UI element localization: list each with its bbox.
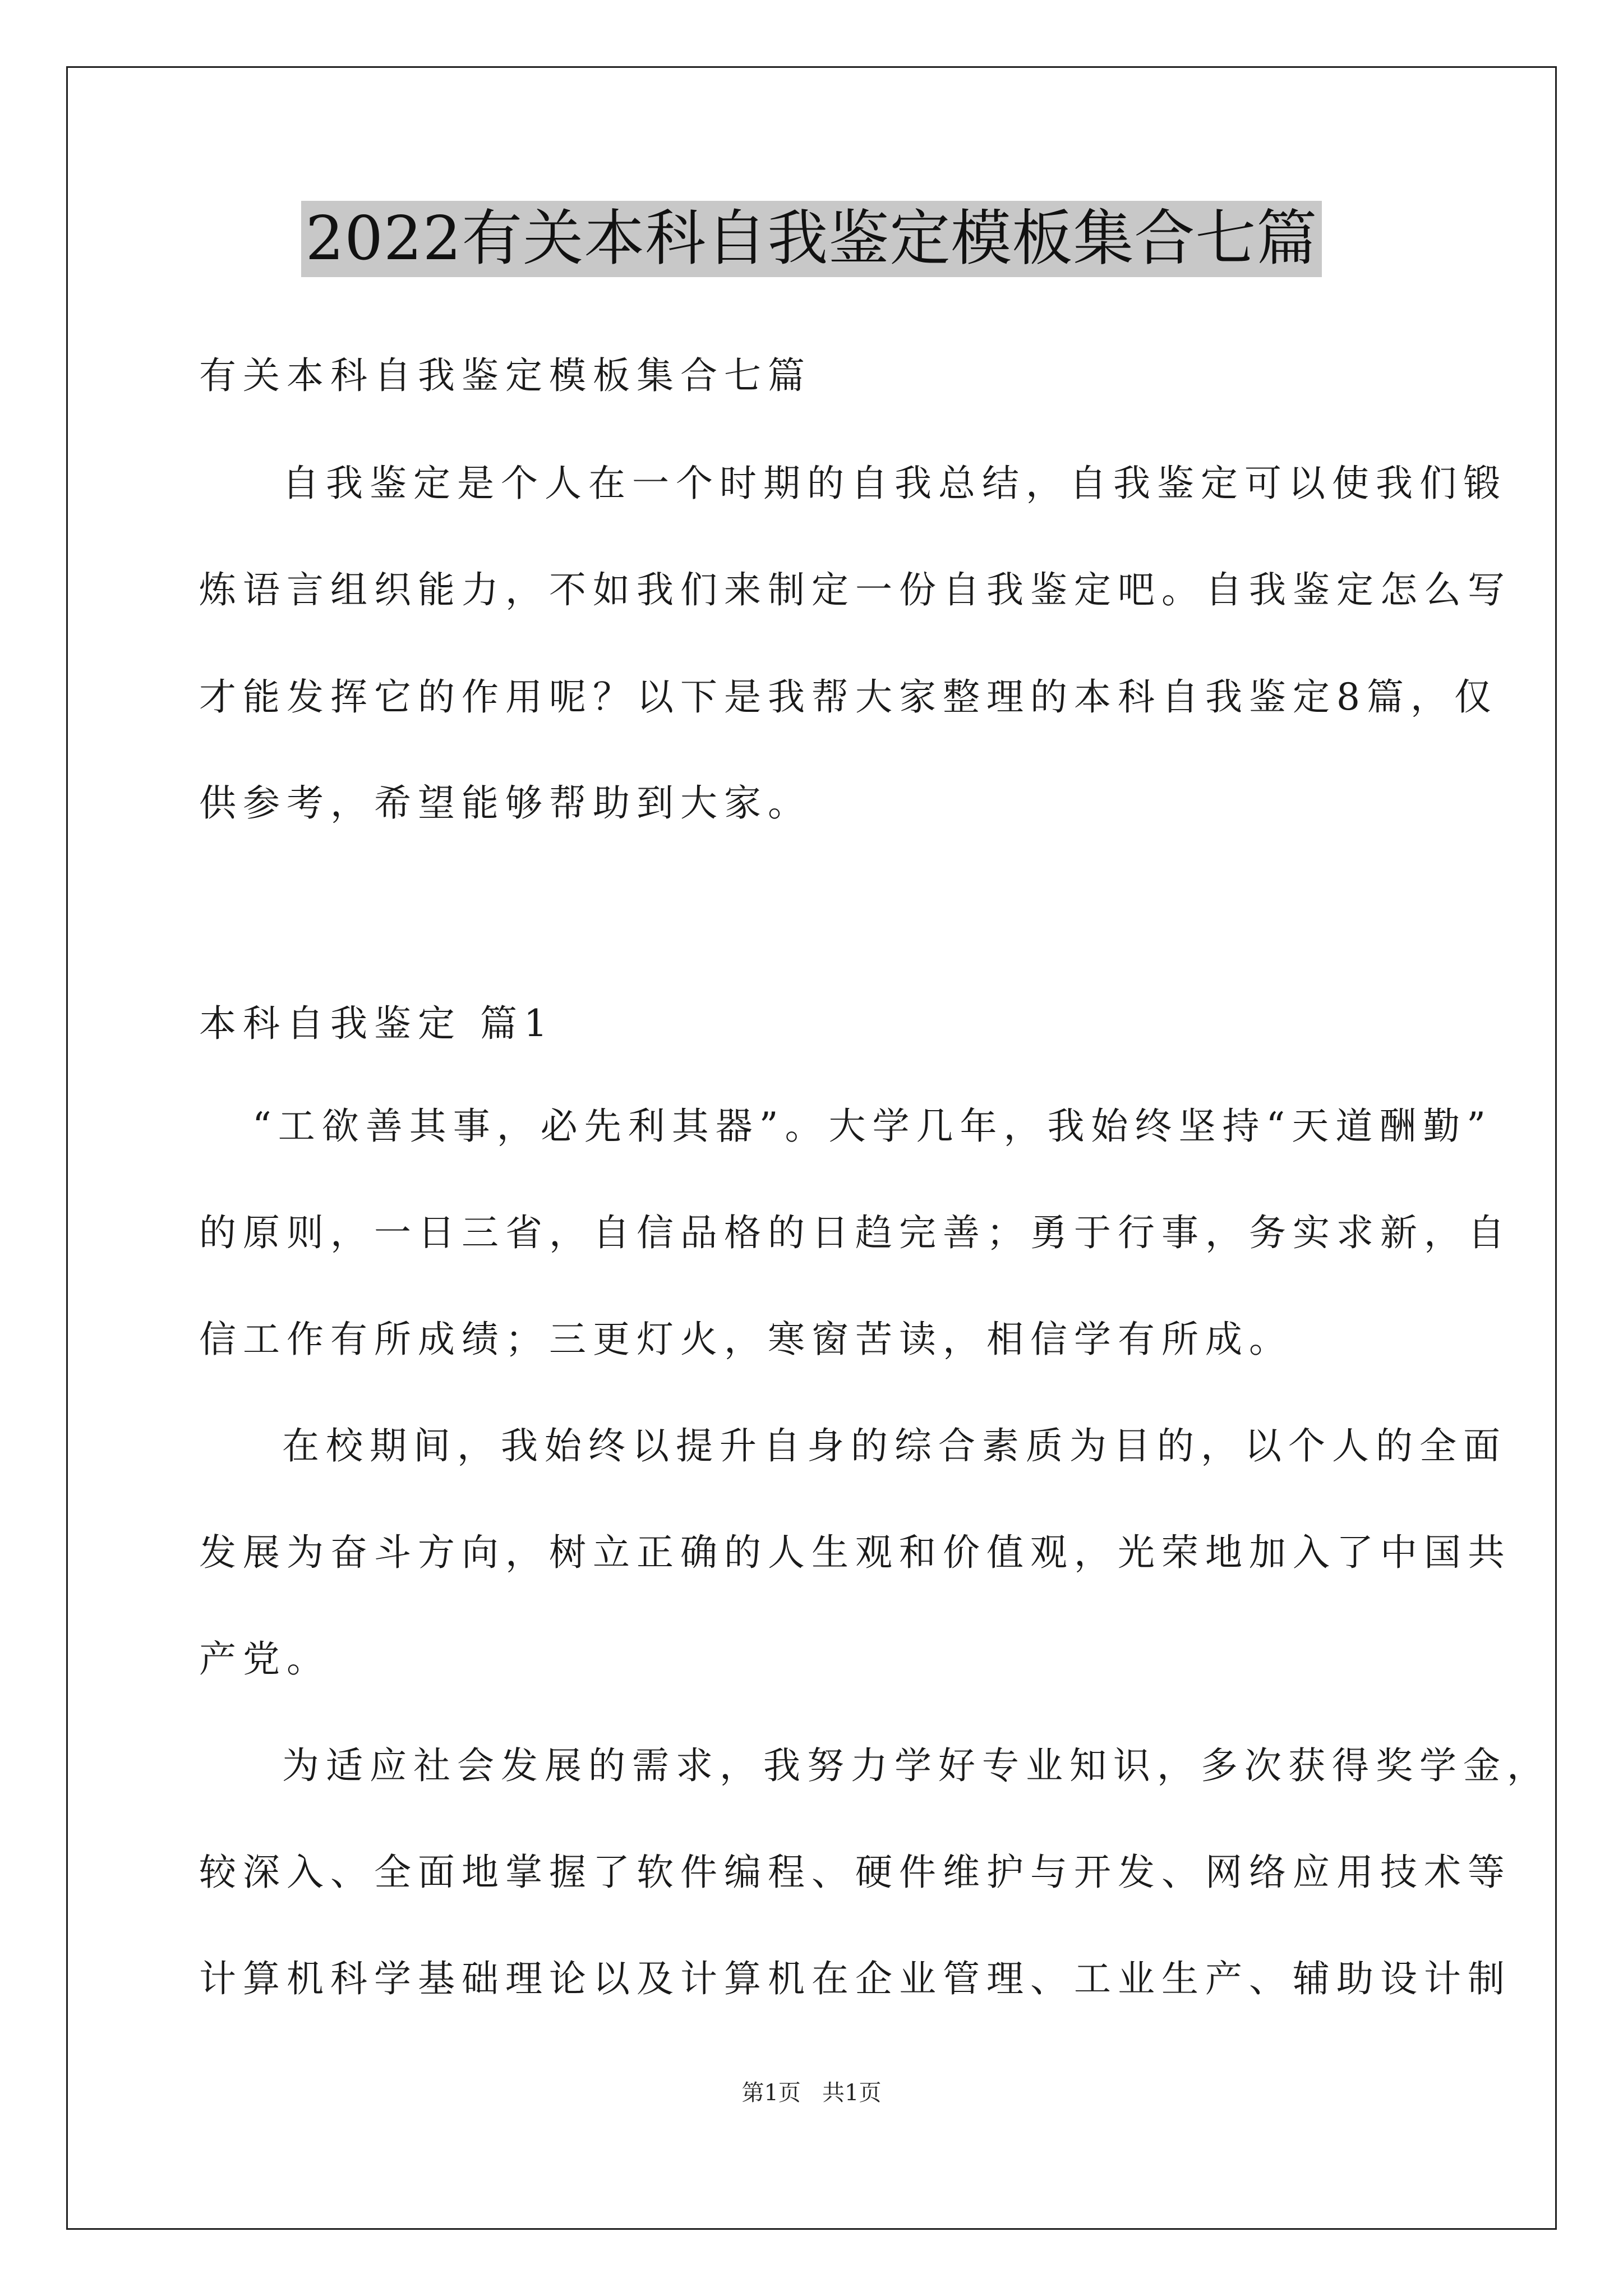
intro-line: 供参考，希望能够帮助到大家。 bbox=[199, 781, 811, 825]
page-footer: 第1页 共1页 bbox=[741, 2080, 882, 2106]
paragraph-line: 信工作有所成绩；三更灯火，寒窗苦读，相信学有所成。 bbox=[199, 1318, 1293, 1361]
document-title: 2022有关本科自我鉴定模板集合七篇 bbox=[301, 201, 1322, 277]
paragraph-line: 发展为奋斗方向，树立正确的人生观和价值观，光荣地加入了中国共 bbox=[199, 1531, 1511, 1574]
paragraph-line: 的原则，一日三省，自信品格的日趋完善；勇于行事，务实求新，自 bbox=[199, 1211, 1511, 1254]
subtitle: 有关本科自我鉴定模板集合七篇 bbox=[199, 354, 811, 397]
intro-line: 炼语言组织能力，不如我们来制定一份自我鉴定吧。自我鉴定怎么写 bbox=[199, 568, 1511, 611]
paragraph-line: 在校期间，我始终以提升自身的综合素质为目的，以个人的全面 bbox=[282, 1424, 1507, 1467]
paragraph-line: 产党。 bbox=[199, 1637, 330, 1681]
intro-line: 自我鉴定是个人在一个时期的自我总结，自我鉴定可以使我们锻 bbox=[282, 462, 1507, 505]
intro-line: 才能发挥它的作用呢？以下是我帮大家整理的本科自我鉴定8篇，仅 bbox=[199, 675, 1498, 719]
paragraph-line: “工欲善其事，必先利其器”。大学几年，我始终坚持“天道酬勤” bbox=[252, 1105, 1492, 1148]
paragraph-line: 计算机科学基础理论以及计算机在企业管理、工业生产、辅助设计制 bbox=[199, 1957, 1511, 2000]
paragraph-line: 较深入、全面地掌握了软件编程、硬件维护与开发、网络应用技术等 bbox=[199, 1851, 1511, 1894]
paragraph-line: 为适应社会发展的需求，我努力学好专业知识，多次获得奖学金， bbox=[282, 1744, 1551, 1787]
section-heading: 本科自我鉴定 篇1 bbox=[199, 1002, 554, 1045]
title-block bbox=[0, 201, 1623, 277]
